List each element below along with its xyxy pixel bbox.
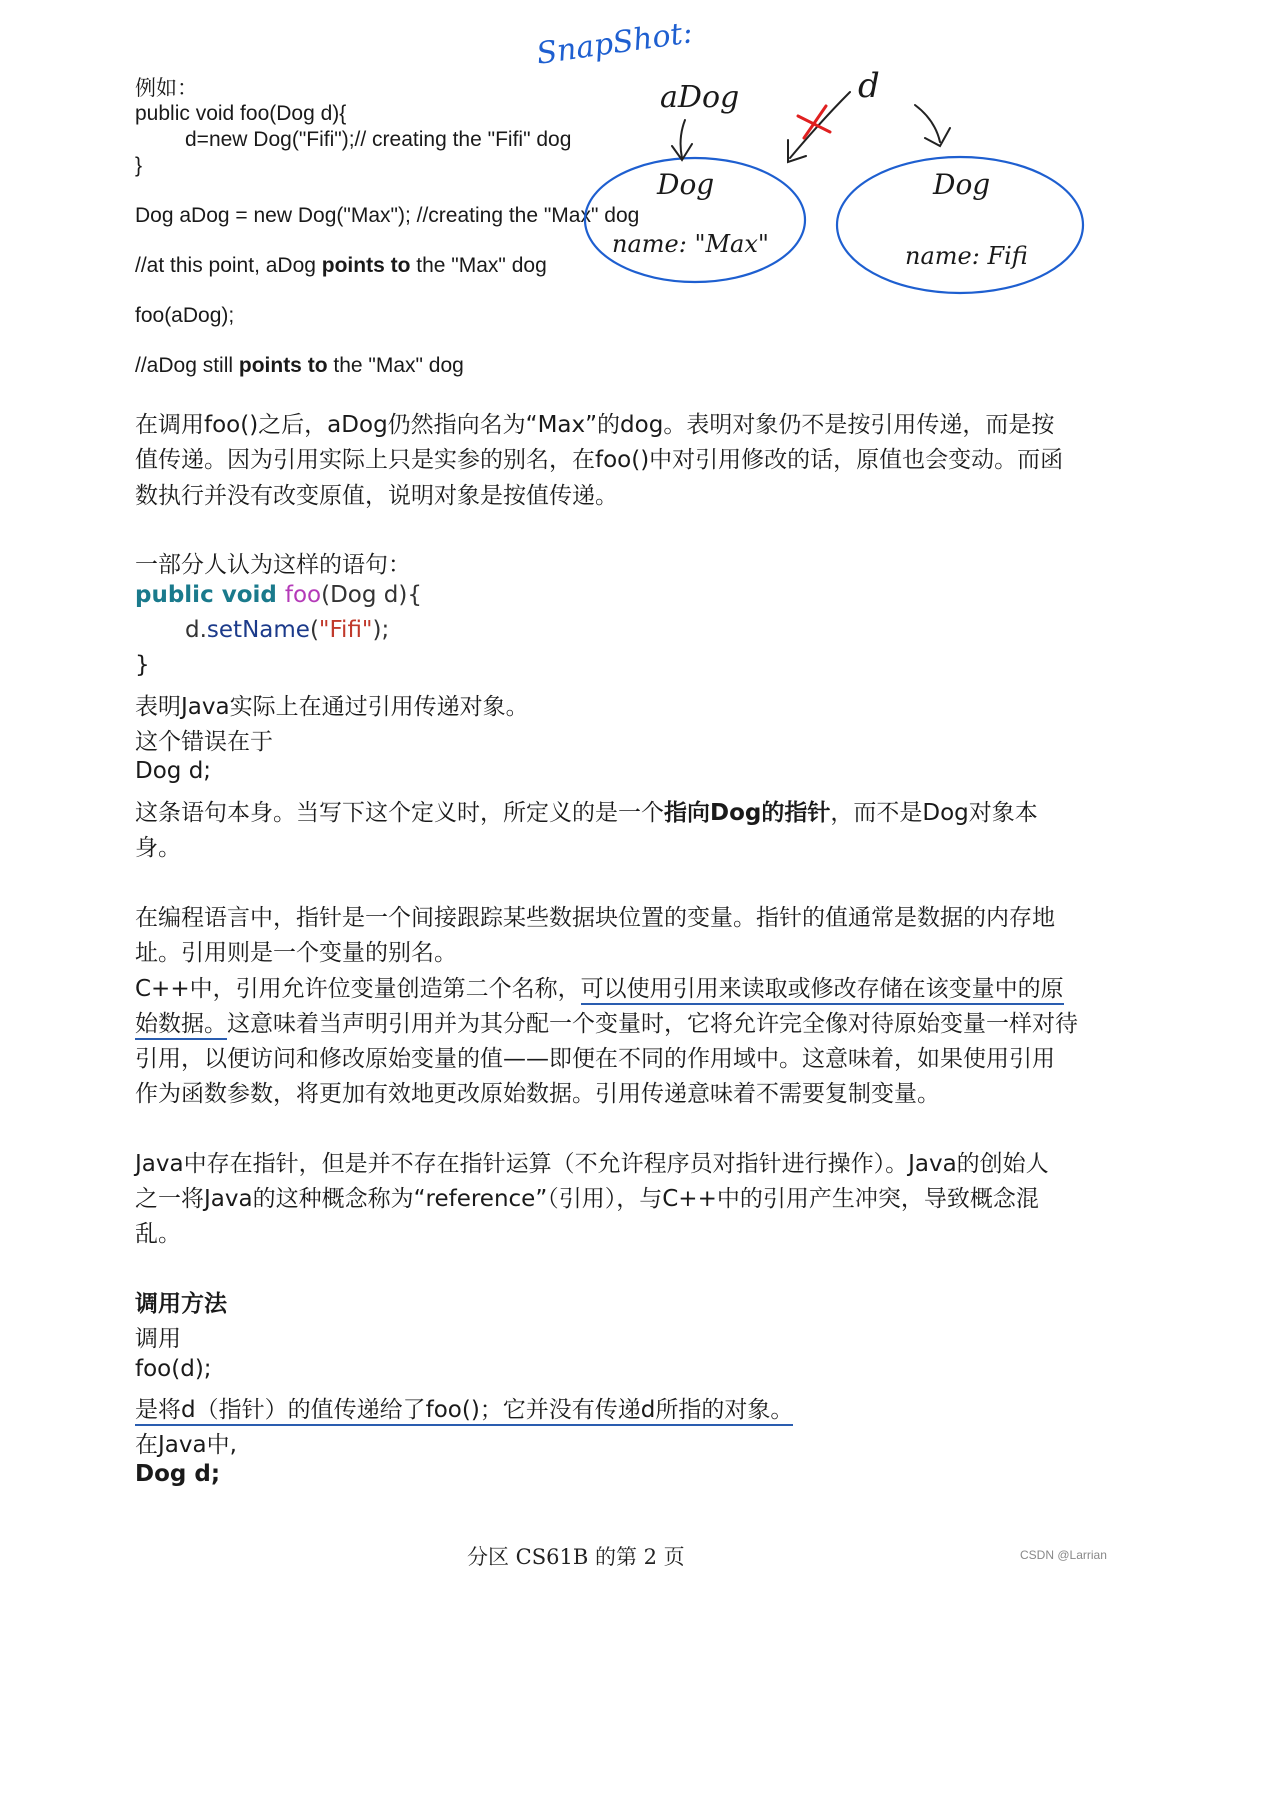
para-line: Dog d; xyxy=(135,758,212,784)
para-line: 在调用foo()之后，aDog仍然指向名为“Max”的dog。表明对象仍不是按引用传递，而是按 xyxy=(135,412,1055,438)
para-line: 乱。 xyxy=(135,1221,181,1247)
code-comment: //aDog still points to the "Max" dog xyxy=(135,354,464,377)
code-body: d.setName("Fifi"); xyxy=(185,617,390,643)
para-line: C++中，引用允许位变量创造第二个名称，可以使用引用来读取或修改存储在该变量中的原 xyxy=(135,970,1064,1003)
para-line: 这条语句本身。当写下这个定义时，所定义的是一个指向Dog的指针，而不是Dog对象本 xyxy=(135,800,1038,826)
snapshot-diagram xyxy=(560,20,1120,320)
para-line: 值传递。因为引用实际上只是实参的别名，在foo()中对引用修改的话，原值也会变动。而函 xyxy=(135,447,1064,473)
adog-arrow-icon xyxy=(672,120,692,160)
watermark: CSDN @Larrian xyxy=(1020,1548,1107,1562)
code-signature: public void foo(Dog d){ xyxy=(135,582,422,608)
cross-icon xyxy=(798,106,830,138)
para-line: 这个错误在于 xyxy=(135,729,273,755)
obj2-field: name: Fifi xyxy=(905,242,1028,270)
page-footer: 分区 CS61B 的第 2 页 xyxy=(467,1545,685,1569)
para-line: 始数据。这意味着当声明引用并为其分配一个变量时，它将允许完全像对待原始变量一样对待 xyxy=(135,1005,1078,1038)
para-line: Dog d; xyxy=(135,1461,221,1487)
para-line: 表明Java实际上在通过引用传递对象。 xyxy=(135,694,529,720)
obj1-field: name: "Max" xyxy=(612,230,769,258)
code-line: Dog aDog = new Dog("Max"); //creating the "Max" dog xyxy=(135,204,640,227)
obj1-type: Dog xyxy=(657,168,715,201)
para-line: 之一将Java的这种概念称为“reference”（引用），与C++中的引用产生冲突，导致概念混 xyxy=(135,1186,1039,1212)
para-line: 数执行并没有改变原值，说明对象是按值传递。 xyxy=(135,483,618,509)
code-comment: //at this point, aDog points to the "Max" dog xyxy=(135,254,547,277)
code-line: foo(aDog); xyxy=(135,304,235,327)
section2-intro: 一部分人认为这样的语句： xyxy=(135,552,411,578)
para-line: 在Java中, xyxy=(135,1432,237,1458)
label-d: d xyxy=(858,66,880,106)
code-line: d=new Dog("Fifi");// creating the "Fifi" dog xyxy=(185,128,572,151)
obj2-type: Dog xyxy=(933,168,991,201)
code-line: } xyxy=(135,154,143,177)
section-heading: 调用方法 xyxy=(135,1291,227,1317)
para-line: 是将d（指针）的值传递给了foo()；它并没有传递d所指的对象。 xyxy=(135,1391,793,1424)
code-close: } xyxy=(135,652,150,678)
para-line: 作为函数参数，将更加有效地更改原始数据。引用传递意味着不需要复制变量。 xyxy=(135,1081,940,1107)
para-line: 引用，以便访问和修改原始变量的值——即便在不同的作用域中。这意味着，如果使用引用 xyxy=(135,1046,1055,1072)
snapshot-title: SnapShot: xyxy=(534,15,695,72)
d-arrow-icon xyxy=(915,105,950,146)
label-adog: aDog xyxy=(660,80,740,115)
code-line: public void foo(Dog d){ xyxy=(135,102,347,125)
para-line: 在编程语言中，指针是一个间接跟踪某些数据块位置的变量。指针的值通常是数据的内存地 xyxy=(135,905,1055,931)
para-line: Java中存在指针，但是并不存在指针运算（不允许程序员对指针进行操作）。Java的创始人 xyxy=(135,1151,1049,1177)
para-line: 址。引用则是一个变量的别名。 xyxy=(135,940,457,966)
para-line: 调用 xyxy=(135,1326,181,1352)
example-intro: 例如： xyxy=(135,77,198,100)
para-line: foo(d); xyxy=(135,1356,212,1382)
para-line: 身。 xyxy=(135,835,181,861)
